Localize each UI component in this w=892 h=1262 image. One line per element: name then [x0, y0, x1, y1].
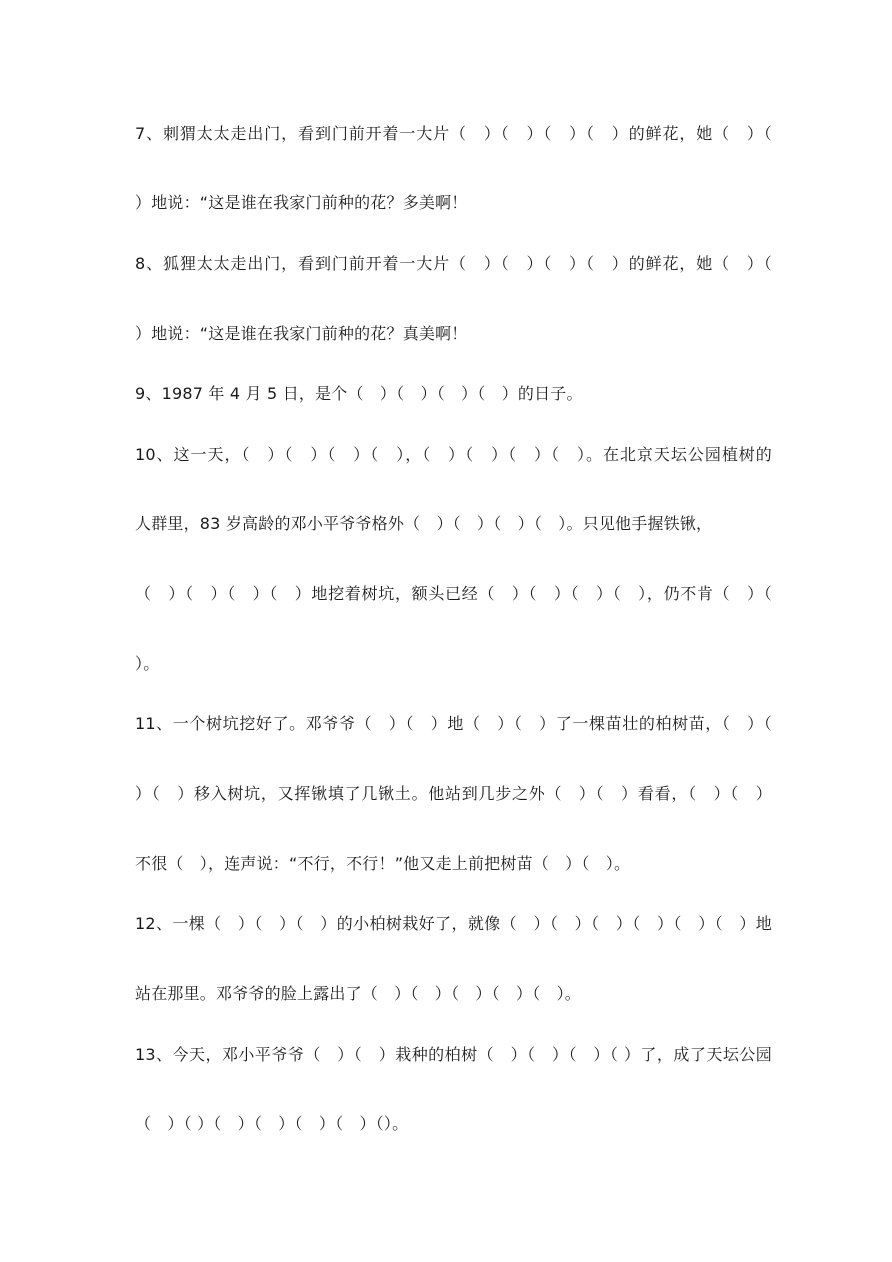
q13-line-1: 13、今天，邓小平爷爷（ ）（ ）栽种的柏树（ ）（ ）（ ）（ ）了，成了天坛公园	[135, 1045, 772, 1064]
q11-line-3: 不很（ ），连声说：“不行，不行！”他又走上前把树苗（ ）（ ）。	[135, 854, 631, 873]
q13-line-2: （ ）（ ）（ ）（ ）（ ）（ ）（）。	[135, 1114, 409, 1133]
q12-line-1: 12、一棵（ ）（ ）（ ）的小柏树栽好了，就像（ ）（ ）（ ）（ ）（ ）（ ）地	[135, 914, 772, 933]
q8-line-1: 8、狐狸太太走出门，看到门前开着一大片（ ）（ ）（ ）（ ）的鲜花，她（ ）（	[135, 254, 772, 273]
q12-line-2: 站在那里。邓爷爷的脸上露出了（ ）（ ）（ ）（ ）（ ）。	[135, 984, 582, 1003]
q10-line-4: ）。	[135, 654, 160, 673]
q11-line-1: 11、一个树坑挖好了。邓爷爷（ ）（ ）地（ ）（ ）了一棵苗壮的柏树苗，（ ）（	[135, 714, 772, 733]
q10-line-3: （ ）（ ）（ ）（ ）地挖着树坑，额头已经（ ）（ ）（ ）（ ），仍不肯（ ）（	[135, 584, 772, 603]
q10-line-1: 10、这一天，（ ）（ ）（ ）（ ），（ ）（ ）（ ）（ ）。在北京天坛公园植树的	[135, 445, 772, 464]
q10-line-2: 人群里，83 岁高龄的邓小平爷爷格外（ ）（ ）（ ）（ ）。只见他手握铁锹，	[135, 514, 713, 533]
q9-line-1: 9、1987 年 4 月 5 日，是个（ ）（ ）（ ）（ ）的日子。	[135, 384, 583, 403]
q7-line-1: 7、刺猬太太走出门，看到门前开着一大片（ ）（ ）（ ）（ ）的鲜花，她（ ）（	[135, 124, 772, 143]
q8-line-2: ）地说：“这是谁在我家门前种的花？真美啊！	[135, 324, 468, 343]
q7-line-2: ）地说：“这是谁在我家门前种的花？多美啊！	[135, 193, 468, 212]
q11-line-2: ）（ ）移入树坑，又挥锹填了几锹土。他站到几步之外（ ）（ ）看看，（ ）（ ）	[135, 784, 772, 803]
